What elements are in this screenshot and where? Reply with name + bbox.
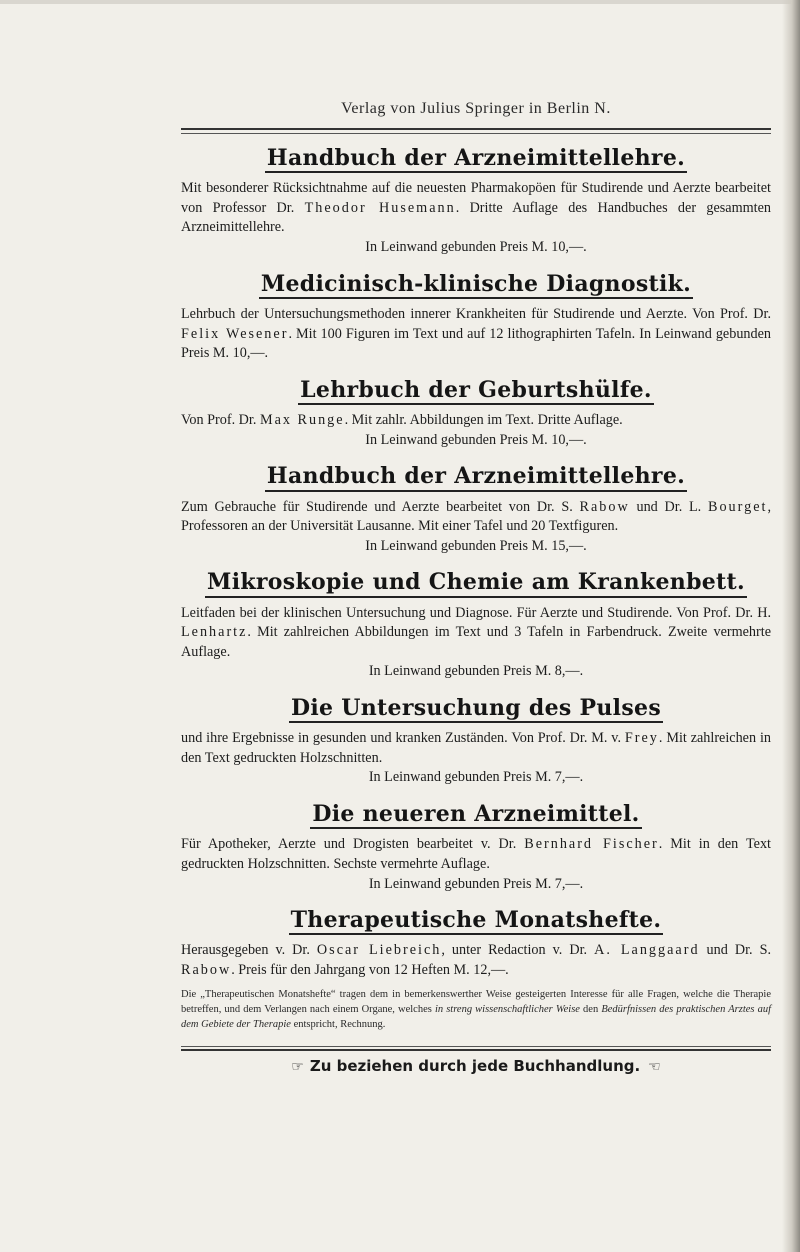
description-text: . Mit 100 Figuren im Text und auf 12 lithographirten Tafeln. In Leinwand gebunden Preis M. 10,—. (181, 325, 771, 362)
book-title: Handbuch der Arzneimittellehre. (265, 464, 687, 491)
advertisement-page (181, 100, 771, 1075)
author-name: Bourget (707, 498, 768, 515)
author-name: Rabow (181, 962, 232, 979)
book-description (181, 604, 771, 682)
description-text: und ihre Ergebnisse in gesunden und kranken Zuständen. Von Prof. Dr. M. v. (181, 730, 625, 747)
description-text: , Professoren an der Universität Lausanne. Mit einer Tafel und 20 Textfiguren. (181, 498, 771, 535)
price-line: In Leinwand gebunden Preis M. 8,—. (368, 663, 584, 680)
description-text: , unter Redaction v. Dr. (441, 942, 595, 959)
description-text: und Dr. S. (699, 942, 772, 959)
price-line: In Leinwand gebunden Preis M. 7,—. (368, 769, 584, 786)
book-entry (181, 378, 771, 450)
journal-note (181, 987, 771, 1033)
book-list (181, 146, 771, 1032)
description-text: . Dritte Auflage des Handbuches der gesammten Arzneimittellehre. (181, 199, 771, 236)
author-name: Oscar Liebreich (316, 942, 442, 959)
footer-text: Zu beziehen durch jede Buchhandlung. (309, 1057, 641, 1076)
description-text: . Mit in den Text gedruckten Holzschnitten. Sechste vermehrte Auflage. (181, 836, 771, 872)
description-text: Herausgegeben v. Dr. (181, 942, 317, 959)
author-name: Bernhard Fischer (524, 836, 659, 853)
book-title: Die Untersuchung des Pulses (289, 696, 663, 723)
description-text: Von Prof. Dr. (181, 412, 260, 429)
book-title: Mikroskopie und Chemie am Krankenbett. (205, 570, 747, 597)
description-text: . Mit zahlr. Abbildungen im Text. Dritte Auflage. (344, 412, 623, 429)
description-text: . Mit zahlreichen in den Text gedruckten Holzschnitten. (181, 730, 771, 766)
description-text: und Dr. L. (629, 498, 708, 515)
book-entry (181, 696, 771, 788)
top-border (0, 0, 800, 4)
book-entry (181, 464, 771, 556)
header-rule-thin (181, 133, 771, 134)
book-description (181, 498, 771, 557)
book-description (181, 305, 771, 364)
pointing-hand-icon: ☞ (648, 1059, 661, 1076)
author-name: Lenhartz (181, 624, 248, 641)
description-text: Zum Gebrauche für Studirende und Aerzte bearbeitet von Dr. S. (181, 498, 580, 515)
description-text: . Preis für den Jahrgang von 12 Heften M. 12,—. (231, 962, 509, 979)
note-emphasis: Bedürfnissen des praktischen Arztes auf dem Gebiete der Therapie (181, 1003, 771, 1031)
author-name: Theodor Husemann (304, 199, 456, 216)
book-description (181, 411, 771, 450)
book-title: Lehrbuch der Geburtshülfe. (298, 378, 654, 405)
book-title: Therapeutische Monatshefte. (289, 908, 664, 935)
author-name: Max Runge (259, 412, 345, 429)
page-edge-shadow (782, 0, 800, 1252)
note-emphasis: in streng wissenschaftlicher Weise (434, 1003, 580, 1015)
footer-rule (181, 1046, 771, 1047)
description-text: Leitfaden bei der klinischen Untersuchung und Diagnose. Für Aerzte und Studirende. Von Prof. Dr. H. (181, 604, 771, 621)
pointing-hand-icon: ☞ (291, 1059, 304, 1076)
description-text: Für Apotheker, Aerzte und Drogisten bearbeitet v. Dr. (181, 836, 525, 853)
book-description (181, 941, 771, 980)
author-name: Rabow (579, 498, 630, 515)
header-rule (181, 128, 771, 130)
author-name: Felix Wesener (181, 325, 289, 342)
author-name: A. Langgaard (594, 942, 700, 959)
book-description (181, 729, 771, 788)
book-description (181, 179, 771, 257)
note-text: Die „Therapeutischen Monatshefte“ tragen dem in bemerkenswerther Weise gesteigerten Interesse für alle Fragen, welche die Therapie betreffen, und dem Verlangen nach einem Organe, welches (181, 988, 771, 1015)
price-line: In Leinwand gebunden Preis M. 10,—. (365, 239, 587, 256)
publisher-heading: Verlag von Julius Springer in Berlin N. (341, 100, 611, 117)
description-text: Lehrbuch der Untersuchungsmethoden innerer Krankheiten für Studirende und Aerzte. Von Prof. Dr. (181, 305, 771, 322)
book-title: Die neueren Arzneimittel. (310, 802, 641, 829)
price-line: In Leinwand gebunden Preis M. 15,—. (365, 537, 587, 554)
note-text: den (579, 1003, 602, 1015)
book-description (181, 835, 771, 894)
book-entry (181, 272, 771, 364)
price-line: In Leinwand gebunden Preis M. 10,—. (365, 431, 587, 448)
description-text: . Mit zahlreichen Abbildungen im Text und 3 Tafeln in Farbendruck. Zweite vermehrte Auflage. (181, 624, 771, 660)
price-line: In Leinwand gebunden Preis M. 7,—. (368, 875, 584, 892)
footer-rule-thick (181, 1049, 771, 1051)
book-entry (181, 802, 771, 894)
description-text: Mit besonderer Rücksichtnahme auf die neuesten Pharmakopöen für Studirende und Aerzte bearbeitet von Professor Dr. (181, 180, 771, 216)
book-entry (181, 908, 771, 1032)
book-title: Medicinisch-klinische Diagnostik. (259, 272, 693, 299)
book-entry (181, 570, 771, 682)
book-title: Handbuch der Arzneimittellehre. (265, 146, 687, 173)
author-name: Frey (624, 730, 659, 747)
footer-notice (181, 1057, 771, 1075)
book-entry (181, 146, 771, 258)
note-text: entspricht, Rechnung. (290, 1019, 386, 1031)
